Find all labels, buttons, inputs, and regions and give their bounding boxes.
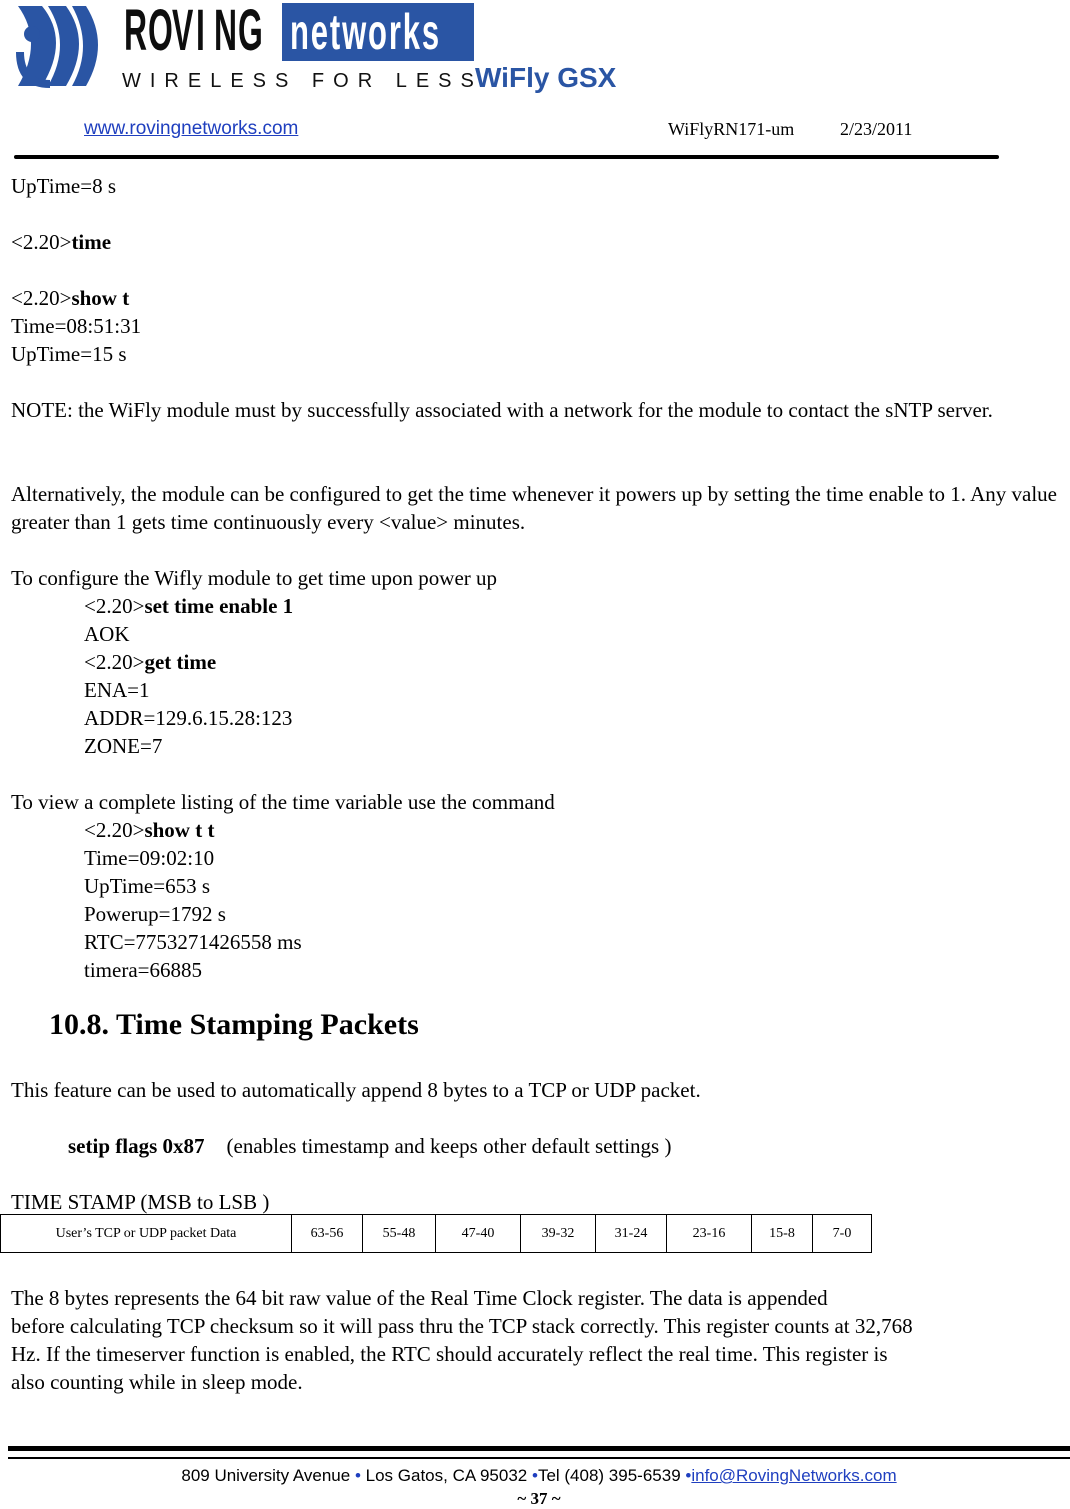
command-line-time: <2.20>time	[11, 230, 112, 254]
footer-contact	[0, 1466, 1070, 1486]
table-cell: 55-48	[363, 1215, 436, 1253]
table-cell: 7-0	[813, 1215, 872, 1253]
time-output: Time=08:51:31	[11, 314, 142, 338]
page-number: ~ 37 ~	[517, 1489, 561, 1508]
header-divider	[14, 155, 999, 159]
table-cell: 63-56	[292, 1215, 363, 1253]
explain-line-2: before calculating TCP checksum so it will pass thru the TCP stack correctly. This register counts at 32,768	[11, 1314, 913, 1338]
logo-wave-icon	[10, 0, 125, 92]
section-heading: 10.8. Time Stamping Packets	[49, 1008, 419, 1041]
setip-command-line: setip flags 0x87 (enables timestamp and keeps other default settings )	[68, 1134, 672, 1158]
view-intro: To view a complete listing of the time variable use the command	[11, 790, 555, 814]
zone-output: ZONE=7	[84, 734, 163, 758]
website-link[interactable]: www.rovingnetworks.com	[84, 118, 299, 139]
time-output-2: Time=09:02:10	[84, 846, 215, 870]
footer-bullet: •	[354, 1466, 361, 1485]
uptime-output: UpTime=15 s	[11, 342, 127, 366]
explain-line-1: The 8 bytes represents the 64 bit raw value of the Real Time Clock register. The data is appended	[11, 1286, 828, 1310]
table-cell: 23-16	[667, 1215, 752, 1253]
footer-tel: Tel (408) 395-6539	[537, 1466, 681, 1485]
table-cell: 39-32	[521, 1215, 596, 1253]
explain-line-3: Hz. If the timeserver function is enabled, the RTC should accurately reflect the real time. This register is	[11, 1342, 888, 1366]
document-id: WiFlyRN171-um	[668, 119, 795, 139]
table-cell: 15-8	[752, 1215, 813, 1253]
note-paragraph: NOTE: the WiFly module must by successfully associated with a network for the module to contact the sNTP server.	[11, 398, 993, 422]
timera-output: timera=66885	[84, 958, 202, 982]
logo-wordmark-networks: networks	[282, 3, 474, 61]
document-date: 2/23/2011	[840, 119, 913, 139]
uptime-line: UpTime=8 s	[11, 174, 117, 198]
explain-line-4: also counting while in sleep mode.	[11, 1370, 303, 1394]
command-line-show-tt: <2.20>show t t	[84, 818, 215, 842]
table-cell: 47-40	[436, 1215, 521, 1253]
powerup-output: Powerup=1792 s	[84, 902, 226, 926]
footer-city: Los Gatos, CA 95032	[365, 1466, 528, 1485]
addr-output: ADDR=129.6.15.28:123	[84, 706, 293, 730]
footer-divider-thick	[8, 1446, 1070, 1451]
command-line-show-t: <2.20>show t	[11, 286, 130, 310]
product-name: WiFly GSX	[475, 62, 617, 93]
footer-email-link[interactable]: info@RovingNetworks.com	[691, 1466, 897, 1485]
timestamp-table	[0, 1214, 872, 1253]
command-line-get-time: <2.20>get time	[84, 650, 217, 674]
footer-divider-thin	[8, 1457, 1070, 1459]
footer-address: 809 University Avenue	[181, 1466, 351, 1485]
aok-output: AOK	[84, 622, 130, 646]
feature-paragraph: This feature can be used to automatically append 8 bytes to a TCP or UDP packet.	[11, 1078, 701, 1102]
footer-bullet: •	[685, 1466, 692, 1485]
logo-wordmark-roving: R O V I N G	[124, 0, 263, 63]
uptime-output-2: UpTime=653 s	[84, 874, 211, 898]
logo-tagline: WIRELESS FOR LESS	[122, 70, 483, 92]
configure-intro: To configure the Wifly module to get time upon power up	[11, 566, 498, 590]
timestamp-label: TIME STAMP (MSB to LSB )	[11, 1190, 270, 1214]
command-line-set-time: <2.20>set time enable 1	[84, 594, 294, 618]
table-cell: User’s TCP or UDP packet Data	[1, 1215, 292, 1253]
rtc-output: RTC=7753271426558 ms	[84, 930, 302, 954]
table-row	[1, 1215, 872, 1253]
footer-bullet: •	[531, 1466, 538, 1485]
alternative-paragraph: Alternatively, the module can be configured to get the time whenever it powers up by setting the time enable to 1. Any value greater than 1 gets time continuously every <value> minutes.	[11, 482, 1058, 534]
table-cell: 31-24	[596, 1215, 667, 1253]
ena-output: ENA=1	[84, 678, 150, 702]
